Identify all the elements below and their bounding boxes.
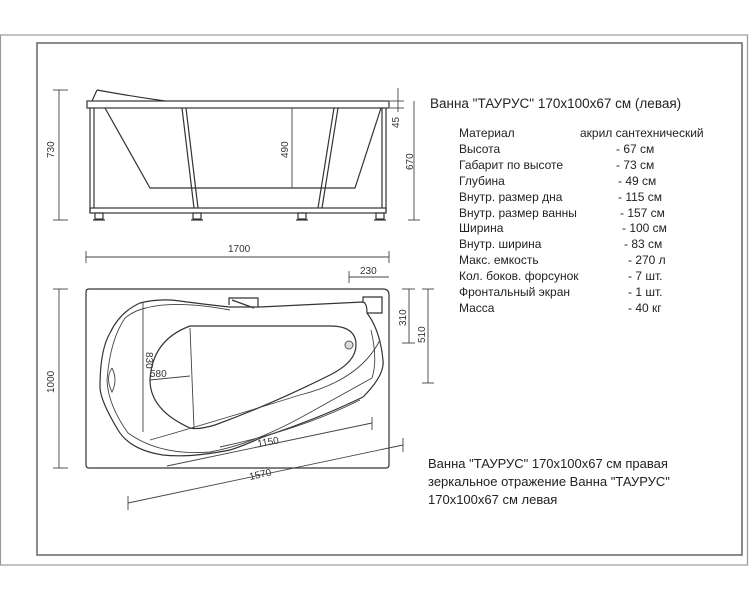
text-label: - 157 см bbox=[620, 206, 665, 220]
text-label: Макс. емкость bbox=[459, 253, 539, 267]
text-label: - 73 см bbox=[616, 158, 655, 172]
text-label: Габарит по высоте bbox=[459, 158, 564, 172]
text-label: - 100 см bbox=[622, 221, 667, 235]
dim-1000: 1000 bbox=[46, 370, 57, 393]
drain bbox=[345, 341, 353, 349]
text-label: Внутр. размер ванны bbox=[459, 206, 577, 220]
tub-bowl bbox=[105, 108, 381, 188]
text-label: Глубина bbox=[459, 174, 505, 188]
top-view bbox=[46, 244, 434, 510]
text-label: Кол. боков. форсунок bbox=[459, 269, 579, 283]
text-label: Внутр. ширина bbox=[459, 237, 542, 251]
dim-510: 510 bbox=[417, 326, 428, 343]
dim-1150: 1150 bbox=[256, 435, 280, 450]
dim-1700: 1700 bbox=[228, 244, 251, 255]
headrest bbox=[97, 90, 165, 101]
tub-outline bbox=[86, 289, 389, 468]
text-label: Внутр. размер дна bbox=[459, 190, 563, 204]
frame-leg bbox=[318, 108, 338, 208]
text-label: Ванна "ТАУРУС" 170x100x67 см правая bbox=[428, 456, 668, 471]
text-label: акрил сантехнический bbox=[580, 126, 704, 140]
spec-table bbox=[459, 126, 704, 315]
text-label: Ширина bbox=[459, 221, 504, 235]
caption bbox=[428, 456, 670, 507]
dim-230: 230 bbox=[360, 266, 377, 277]
dim-45: 45 bbox=[391, 116, 402, 128]
text-label: Высота bbox=[459, 142, 501, 156]
text-label: - 83 см bbox=[624, 237, 663, 251]
product-title: Ванна "ТАУРУС" 170x100x67 см (левая) bbox=[430, 96, 682, 111]
dim-670: 670 bbox=[405, 153, 416, 170]
feet bbox=[93, 213, 386, 220]
text-label: - 270 л bbox=[628, 253, 666, 267]
text-label: - 1 шт. bbox=[628, 285, 663, 299]
frame-leg bbox=[182, 108, 198, 208]
text-label: - 115 см bbox=[618, 190, 663, 204]
text-label: 170x100x67 см левая bbox=[428, 492, 558, 507]
outer-contour bbox=[100, 300, 383, 456]
side-view bbox=[46, 88, 420, 220]
dim-730: 730 bbox=[46, 141, 57, 158]
text-label: Материал bbox=[459, 126, 515, 140]
dim-830: 830 bbox=[143, 352, 154, 369]
text-label: - 7 шт. bbox=[628, 269, 663, 283]
dim-490: 490 bbox=[280, 141, 291, 158]
text-label: зеркальное отражение Ванна "ТАУРУС" bbox=[428, 474, 670, 489]
text-label: Фронтальный экран bbox=[459, 285, 571, 299]
text-label: - 40 кг bbox=[628, 301, 662, 315]
tub-rim bbox=[87, 101, 389, 108]
text-label: - 49 см bbox=[618, 174, 657, 188]
dim-310: 310 bbox=[398, 309, 409, 326]
text-label: - 67 см bbox=[616, 142, 655, 156]
dim-580: 580 bbox=[150, 369, 167, 380]
text-label: Масса bbox=[459, 301, 495, 315]
dim-1570: 1570 bbox=[248, 467, 273, 483]
base-rail bbox=[90, 208, 386, 213]
